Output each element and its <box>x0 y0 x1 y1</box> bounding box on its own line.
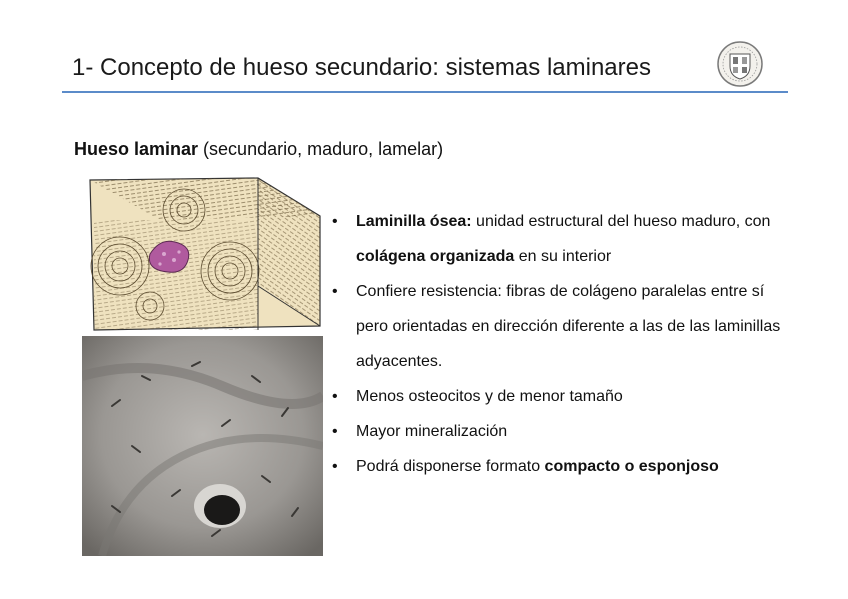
bullet-dot: • <box>332 423 338 440</box>
bullet-dot: • <box>332 458 338 475</box>
bullet-dot: • <box>332 283 338 300</box>
subtitle <box>74 139 443 160</box>
bullet-dot: • <box>332 213 338 230</box>
bullet-dot: • <box>332 388 338 405</box>
lamellar-bone-block-illustration <box>80 176 324 333</box>
list-item <box>332 274 792 379</box>
list-item <box>332 204 792 274</box>
bone-tissue-micrograph <box>82 336 323 556</box>
list-item-text: Menos osteocitos y de menor tamaño <box>356 388 623 405</box>
bullet-list <box>332 204 792 484</box>
slide-title: 1- Concepto de hueso secundario: sistemas laminares <box>72 54 651 81</box>
title-divider <box>62 91 788 93</box>
list-item-text: Mayor mineralización <box>356 423 508 440</box>
subtitle-bold: Hueso laminar <box>74 139 199 159</box>
list-item-text <box>356 213 770 265</box>
list-item-bold: compacto o esponjoso <box>544 458 719 475</box>
list-item <box>332 449 792 484</box>
list-item-text <box>356 458 719 475</box>
university-seal-icon <box>712 40 768 88</box>
list-item <box>332 379 792 414</box>
list-item-text-segment: Podrá disponerse formato <box>356 458 545 475</box>
list-item-text-segment: unidad estructural del hueso maduro, con <box>471 213 771 230</box>
list-item-bold: colágena organizada <box>356 248 515 265</box>
list-item-bold: Laminilla ósea: <box>356 213 472 230</box>
subtitle-rest: (secundario, maduro, lamelar) <box>198 139 444 159</box>
list-item <box>332 414 792 449</box>
list-item-text-segment: en su interior <box>514 248 612 265</box>
list-item-text: Confiere resistencia: fibras de colágeno paralelas entre sí pero orientadas en dirección diferente a las de las laminillas adyacentes. <box>356 283 781 370</box>
